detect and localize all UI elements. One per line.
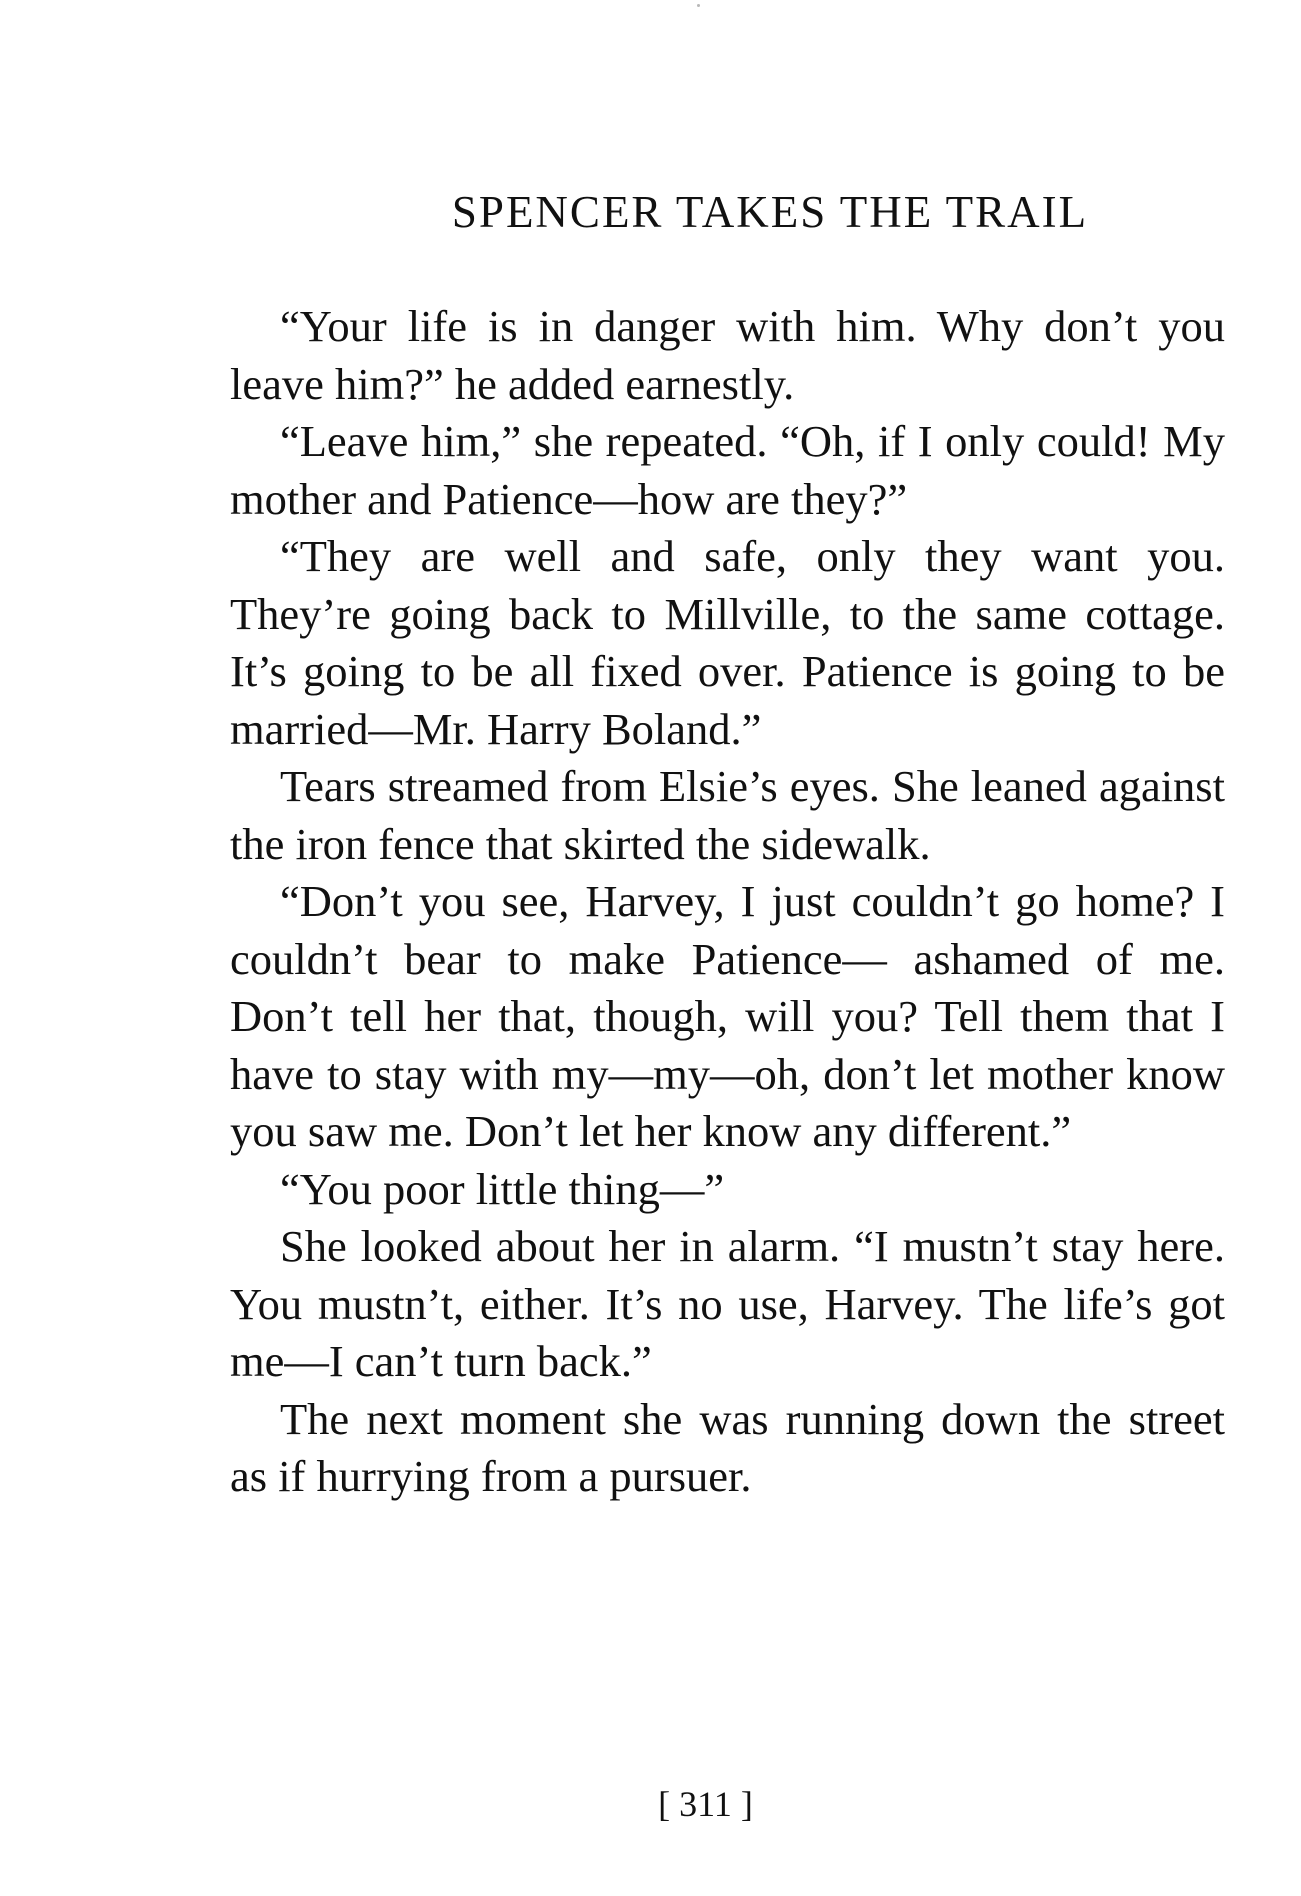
paragraph: “Don’t you see, Harvey, I just couldn’t go home? I couldn’t bear to make Patience— ashamed of me. Don’t tell her that, though, will you? Tell them that I have to stay with my—my—oh, don’t let mother know you saw me. Don’t let her know any different.” bbox=[230, 876, 1225, 1156]
body-text bbox=[230, 298, 1225, 1506]
paragraph: “Your life is in danger with him. Why don’t you leave him?” he added earnestly. bbox=[230, 301, 1225, 409]
paragraph: The next moment she was running down the street as if hurrying from a pursuer. bbox=[230, 1393, 1225, 1501]
paragraph: “You poor little thing—” bbox=[280, 1163, 725, 1214]
page-number: [ 311 ] bbox=[658, 1784, 753, 1824]
scan-speck bbox=[697, 4, 700, 7]
paragraph: “Leave him,” she repeated. “Oh, if I only could! My mother and Patience—how are they?” bbox=[230, 416, 1225, 524]
paragraph: Tears streamed from Elsie’s eyes. She leaned against the iron fence that skirted the sidewalk. bbox=[230, 761, 1225, 869]
paragraph: She looked about her in alarm. “I mustn’t stay here. You mustn’t, either. It’s no use, Harvey. The life’s got me—I can’t turn back.” bbox=[230, 1221, 1225, 1386]
running-head: SPENCER TAKES THE TRAIL bbox=[451, 187, 1089, 237]
paragraph: “They are well and safe, only they want you. They’re going back to Millville, to the same cottage. It’s going to be all fixed over. Patience is going to be married—Mr. Harry Boland.” bbox=[230, 531, 1225, 754]
